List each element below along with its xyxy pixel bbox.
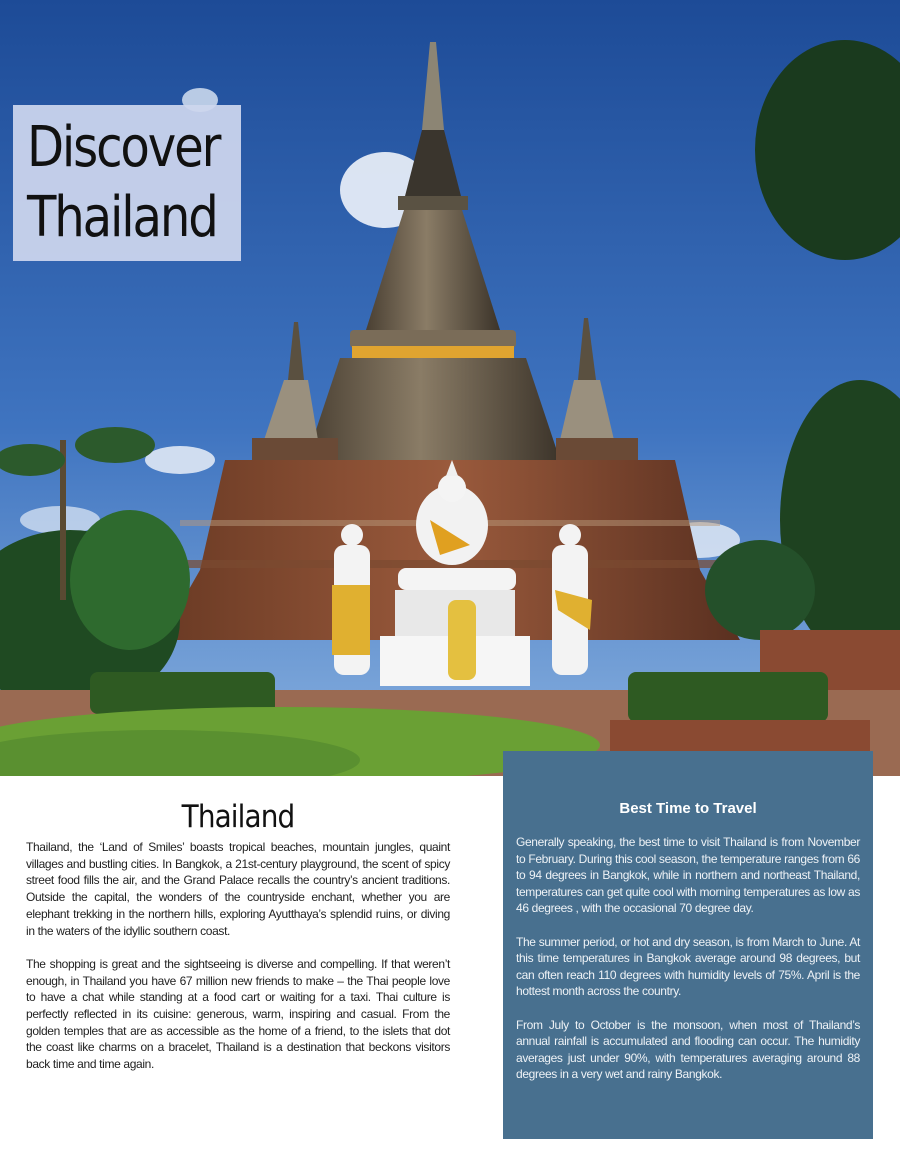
article-heading: Thailand [181, 799, 295, 835]
title-line-2: Thailand [27, 185, 217, 250]
best-time-paragraph: The summer period, or hot and dry season, is from March to June. At this time temperatures in Bangkok average around 98 degrees, but can often reach 110 degrees with humidity levels of 75%. April is the hottest month across the country. [516, 934, 860, 999]
article-section [26, 797, 450, 1090]
best-time-heading: Best Time to Travel [619, 800, 757, 817]
title-box [13, 105, 241, 261]
title-line-1: Discover [27, 115, 220, 180]
best-time-box [503, 751, 873, 1139]
article-paragraph: Thailand, the ‘Land of Smiles’ boasts tropical beaches, mountain jungles, quaint villages and bustling cities. In Bangkok, a 21st-century playground, the scent of spicy street food fills the air, and the Grand Palace recalls the country’s ancient traditions. Outside the capital, the wonders of the countryside enchant, whether you are elephant trekking in the northern hills, exploring Ayutthaya’s splendid ruins, or diving in the waters of the idyllic southern coast. [26, 840, 450, 938]
best-time-paragraph: Generally speaking, the best time to visit Thailand is from November to February. During this cool season, the temperature ranges from 66 to 94 degrees in Bangkok, while in northern and northeast Thailand, temperatures can get quite cool with morning temperatures as low as 46 degrees , with the occasional 70 degree day. [516, 835, 860, 916]
best-time-paragraph: From July to October is the monsoon, when most of Thailand’s annual rainfall is accumulated and flooding can occur. The humidity averages just under 90%, with temperatures averaging around 88 degrees in a very wet and rainy Bangkok. [516, 1017, 860, 1082]
article-paragraph: The shopping is great and the sightseeing is diverse and compelling. If that weren’t enough, in Thailand you have 67 million new friends to make – the Thai people love to have a chat while standing at a food cart or waiting for a taxi. Thai culture is perfectly reflected in its cuisine: generous, warm, inspiring and casual. From the golden temples that are as accessible as the home of a friend, to the islets that dot the coast like charms on a bracelet, Thailand is a destination that beckons visitors back time and time again. [26, 956, 450, 1072]
